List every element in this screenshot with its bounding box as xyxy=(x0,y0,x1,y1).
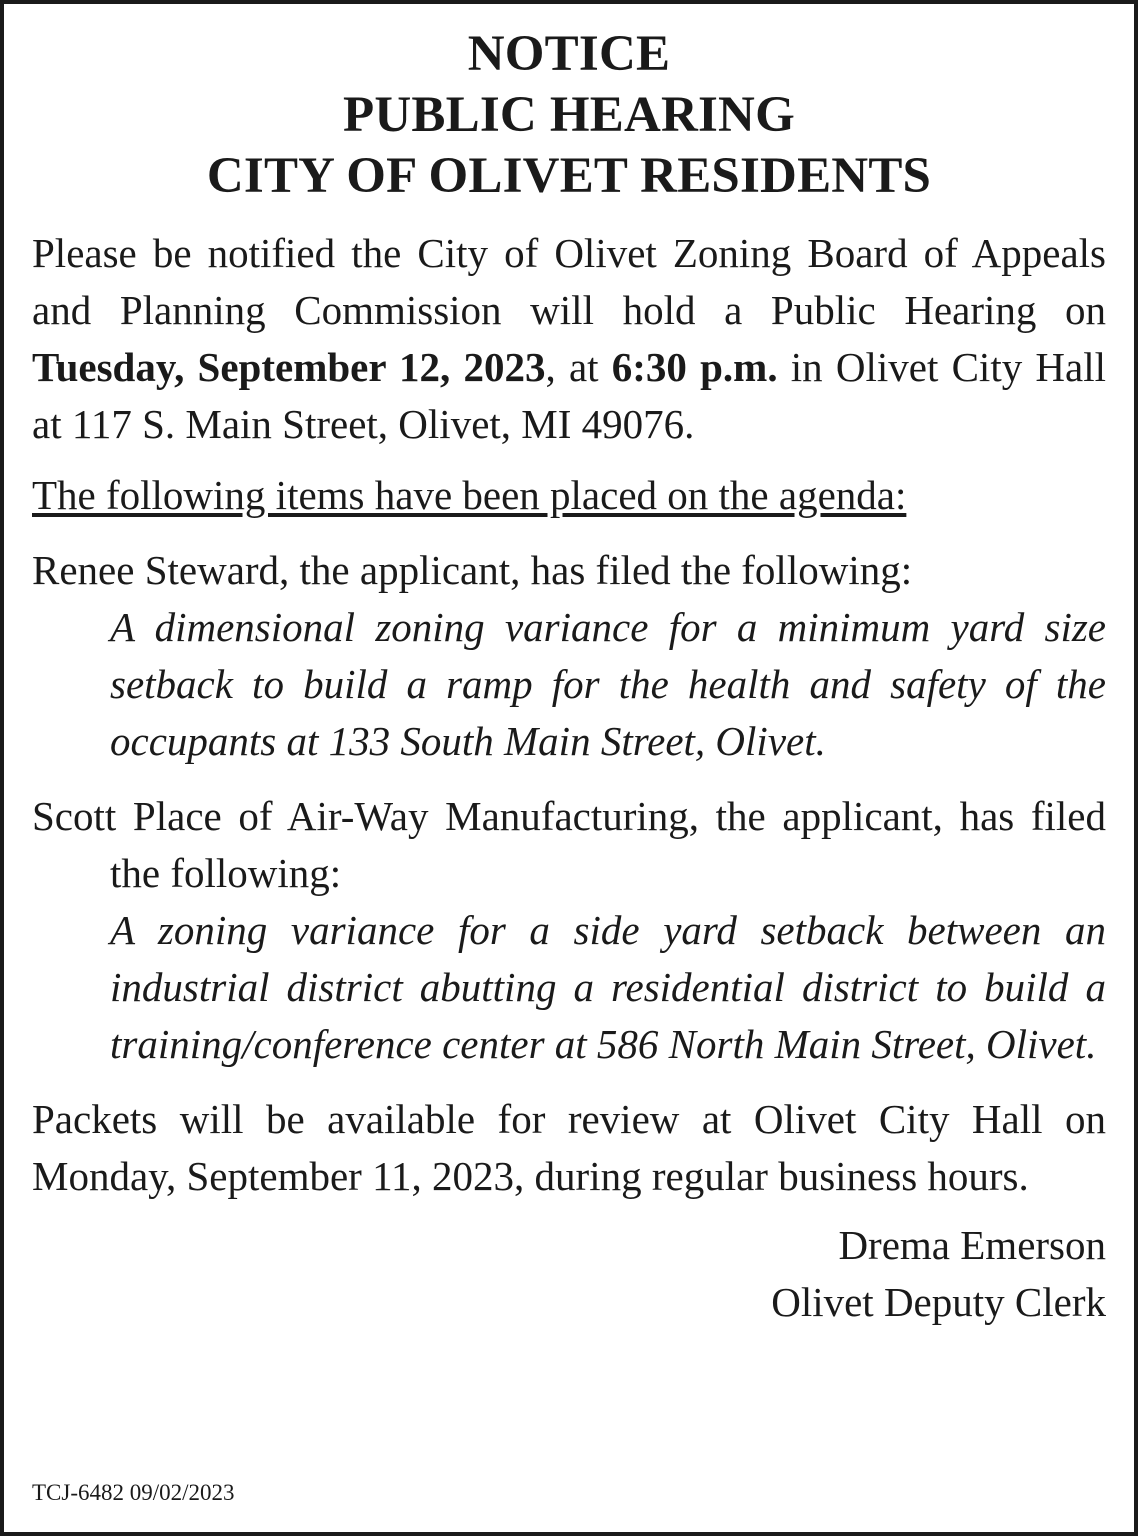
title-line-notice: NOTICE xyxy=(467,26,671,82)
publication-reference: TCJ-6482 09/02/2023 xyxy=(32,1480,235,1505)
agenda-heading: The following items have been placed on the agenda: xyxy=(32,472,907,518)
packets-paragraph: Packets will be available for review at Olivet City Hall on Monday, September 11, 2023, during regular business hours. xyxy=(32,1096,1106,1199)
intro-paragraph xyxy=(32,225,1106,453)
intro-text-3: in Olivet City Hall at 117 S. Main Street, Olivet, MI 49076. xyxy=(32,344,1107,447)
agenda-item-description: A dimensional zoning variance for a minimum yard size setback to build a ramp for the health and safety of the occupants at 133 South Main Street, Olivet. xyxy=(110,604,1106,764)
hearing-date: Tuesday, September 12, 2023 xyxy=(32,344,546,390)
notice-title xyxy=(32,24,1106,207)
agenda-item xyxy=(32,542,1106,770)
title-line-residents: CITY OF OLIVET RESIDENTS xyxy=(206,148,932,204)
intro-text-1: Please be notified the City of Olivet Zoning Board of Appeals and Planning Commission will hold a Public Hearing on xyxy=(32,230,1106,333)
signature-block xyxy=(32,1217,1106,1331)
agenda-item-applicant: Scott Place of Air-Way Manufacturing, the applicant, has filed the following: xyxy=(32,793,1106,896)
agenda-item-description: A zoning variance for a side yard setback between an industrial district abutting a residential district to build a training/conference center at 586 North Main Street, Olivet. xyxy=(110,907,1106,1067)
signer-title: Olivet Deputy Clerk xyxy=(771,1279,1106,1325)
title-line-public-hearing: PUBLIC HEARING xyxy=(343,87,795,143)
agenda-item xyxy=(32,788,1106,1073)
agenda-item-applicant: Renee Steward, the applicant, has filed the following: xyxy=(32,547,913,593)
hearing-time: 6:30 p.m. xyxy=(611,344,778,390)
signer-name: Drema Emerson xyxy=(838,1222,1106,1268)
intro-text-2: , at xyxy=(545,344,612,390)
